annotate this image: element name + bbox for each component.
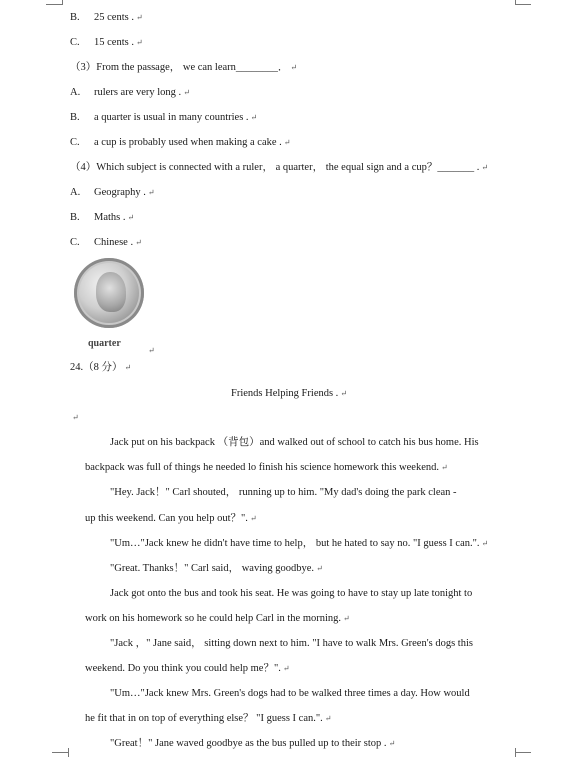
q4-option-b: B. Maths . ↵ [70, 212, 135, 223]
passage-line-6: "Great. Thanks！" Carl said， waving goodbye. ↵ [110, 563, 323, 574]
passage-line-9: "Jack ，" Jane said， sitting down next to him. "I have to walk Mrs. Green's dogs this [110, 638, 473, 649]
crop-mark-top-right-v [515, 0, 516, 5]
q3-option-c: C. a cup is probably used when making a cake . ↵ [70, 137, 291, 148]
crop-mark-top-right-h [515, 4, 531, 5]
passage-line-2: backpack was full of things he needed lo finish his science homework this weekend. ↵ [85, 462, 448, 473]
q24-header: 24.（8 分） ↵ [70, 362, 132, 373]
figure-caption: quarter [88, 338, 121, 349]
q2-option-c: C. 15 cents . ↵ [70, 37, 143, 48]
coin-portrait [96, 272, 126, 312]
q4-stem: （4）Which subject is connected with a ruler， a quarter， the equal sign and a cup？_______ . ↵ [70, 162, 489, 173]
q3-option-a: A. rulers are very long . ↵ [70, 87, 190, 98]
passage-line-8: work on his homework so he could help Carl in the morning. ↵ [85, 613, 350, 624]
q2-option-b: B. 25 cents . ↵ [70, 12, 143, 23]
q4-option-a: A. Geography . ↵ [70, 187, 155, 198]
passage-line-10: weekend. Do you think you could help me？". ↵ [85, 663, 290, 674]
crop-mark-bottom-left-h [52, 752, 68, 753]
q3-stem: （3）From the passage， we can learn________． ↵ [70, 62, 298, 73]
passage-line-12: he fit that in on top of everything else？ "I guess I can.". ↵ [85, 713, 332, 724]
crop-mark-top-left-h [46, 4, 62, 5]
quarter-coin-figure [72, 258, 146, 358]
passage-line-3: "Hey. Jack！" Carl shouted， running up to him. "My dad's doing the park clean - [110, 487, 457, 498]
q3-option-b: B. a quarter is usual in many countries . ↵ [70, 112, 258, 123]
coin-image [74, 258, 144, 328]
passage-line-1: Jack put on his backpack （背包）and walked out of school to catch his bus home. His [110, 437, 479, 448]
q4-option-c: C. Chinese . ↵ [70, 237, 142, 248]
passage-line-7: Jack got onto the bus and took his seat. He was going to have to stay up late tonight to [110, 588, 473, 599]
crop-mark-top-left-v [62, 0, 63, 5]
blank-paragraph-mark: ↵ [72, 413, 79, 422]
crop-mark-bottom-left-v [68, 748, 69, 757]
figure-paragraph-mark: ↵ [148, 346, 155, 355]
passage-line-5: "Um…"Jack knew he didn't have time to help， but he hated to say no. "I guess I can.". ↵ [110, 538, 489, 549]
passage-line-13: "Great！" Jane waved goodbye as the bus pulled up to their stop . ↵ [110, 738, 396, 749]
crop-mark-bottom-right-h [515, 752, 531, 753]
passage-line-11: "Um…"Jack knew Mrs. Green's dogs had to be walked three times a day. How would [110, 688, 470, 699]
crop-mark-bottom-right-v [515, 748, 516, 757]
passage-title: Friends Helping Friends . ↵ [230, 388, 348, 399]
passage-line-4: up this weekend. Can you help out？". ↵ [85, 513, 257, 524]
